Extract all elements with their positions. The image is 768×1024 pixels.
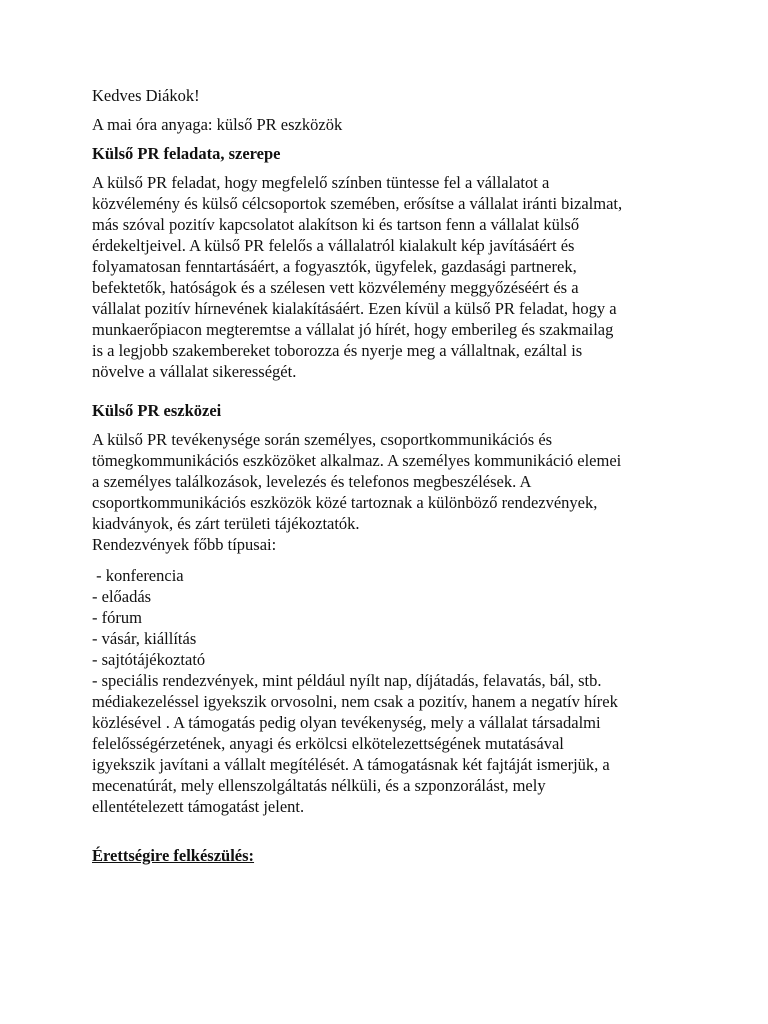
list-item: - konferencia xyxy=(92,566,184,585)
paragraph-line: is a legjobb szakembereket toborozza és nyerje meg a vállaltnak, ezáltal is xyxy=(92,341,583,360)
paragraph-line: felelősségérzetének, anyagi és erkölcsi elkötelezettségének mutatásával xyxy=(92,734,564,753)
section-heading-task: Külső PR feladata, szerepe xyxy=(92,144,281,163)
paragraph-line: a személyes találkozások, levelezés és telefonos megbeszélések. A xyxy=(92,472,532,491)
paragraph-line: A külső PR tevékenysége során személyes, csoportkommunikációs és xyxy=(92,430,553,449)
event-types-label: Rendezvények főbb típusai: xyxy=(92,535,277,554)
paragraph-line: befektetők, hatóságok és a szélesen vett közvélemény meggyőzéséért és a xyxy=(92,278,579,297)
list-item: - vásár, kiállítás xyxy=(92,629,197,648)
exam-prep-heading: Érettségire felkészülés: xyxy=(92,846,255,865)
paragraph-line: közlésével . A támogatás pedig olyan tevékenység, mely a vállalat társadalmi xyxy=(92,713,601,732)
paragraph-line: vállalat pozitív hírnevének kialakításáért. Ezen kívül a külső PR feladat, hogy a xyxy=(92,299,617,318)
list-item: - speciális rendezvények, mint például nyílt nap, díjátadás, felavatás, bál, stb. xyxy=(92,671,602,690)
paragraph-line: más szóval pozitív kapcsolatot alakítson ki és tartson fenn a vállalat külső xyxy=(92,215,580,234)
paragraph-line: munkaerőpiacon megteremtse a vállalat jó hírét, hogy emberileg és szakmailag xyxy=(92,320,614,339)
paragraph-line: ellentételezett támogatást jelent. xyxy=(92,797,305,816)
paragraph-tools xyxy=(92,429,692,534)
document-page xyxy=(92,85,692,866)
paragraph-line: kiadványok, és zárt területi tájékoztatók. xyxy=(92,514,360,533)
paragraph-line: mecenatúrát, mely ellenszolgáltatás nélküli, és a szponzorálást, mely xyxy=(92,776,546,795)
paragraph-line: folyamatosan fenntartásáért, a fogyasztók, ügyfelek, gazdasági partnerek, xyxy=(92,257,577,276)
paragraph-line: érdekeltjeivel. A külső PR felelős a vállalatról kialakult kép javításáért és xyxy=(92,236,575,255)
paragraph-line: növelve a vállalat sikerességét. xyxy=(92,362,297,381)
paragraph-line: csoportkommunikációs eszközök közé tartoznak a különböző rendezvények, xyxy=(92,493,598,512)
event-types-list xyxy=(92,565,692,817)
paragraph-line: A külső PR feladat, hogy megfelelő színben tüntesse fel a vállalatot a xyxy=(92,173,550,192)
paragraph-line: igyekszik javítani a vállalt megítélését. A támogatásnak két fajtáját ismerjük, a xyxy=(92,755,610,774)
list-item: - előadás xyxy=(92,587,152,606)
paragraph-line: médiakezeléssel igyekszik orvosolni, nem csak a pozitív, hanem a negatív hírek xyxy=(92,692,618,711)
paragraph-task xyxy=(92,172,692,382)
paragraph-line: közvélemény és külső célcsoportok szemében, erősítse a vállalat iránti bizalmat, xyxy=(92,194,623,213)
list-item: - fórum xyxy=(92,608,142,627)
greeting-text: Kedves Diákok! xyxy=(92,86,200,105)
intro-text: A mai óra anyaga: külső PR eszközök xyxy=(92,115,343,134)
section-heading-tools: Külső PR eszközei xyxy=(92,401,222,420)
paragraph-line: tömegkommunikációs eszközöket alkalmaz. A személyes kommunikáció elemei xyxy=(92,451,622,470)
list-item: - sajtótájékoztató xyxy=(92,650,206,669)
